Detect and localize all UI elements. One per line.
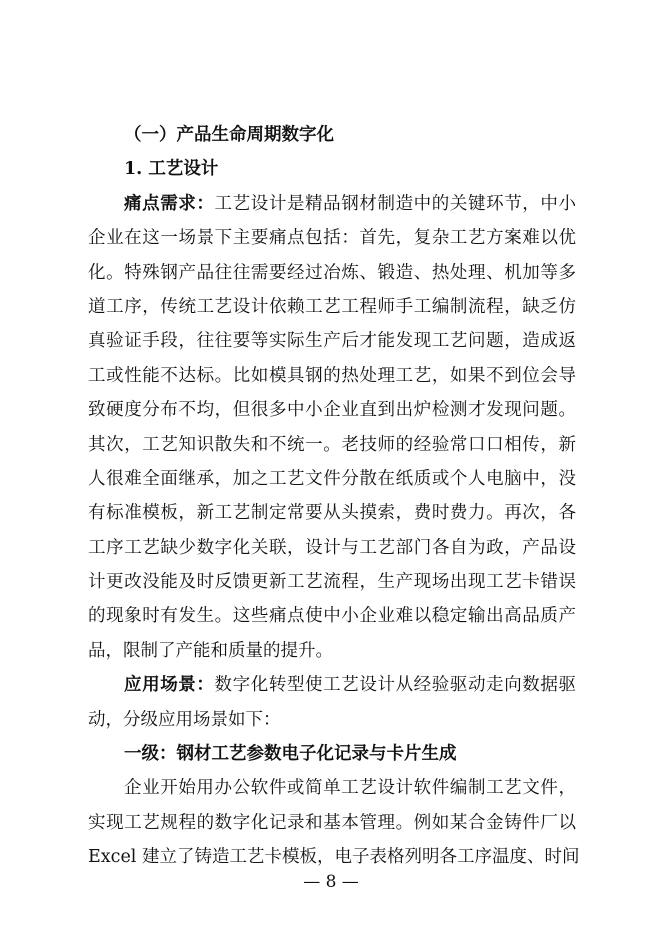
- paragraph-line: [88, 668, 576, 702]
- page-number: — 8 —: [303, 872, 359, 892]
- paragraph-text: 数字化转型使工艺设计从经验驱动走向数据驱: [214, 675, 577, 696]
- pain-points-label: 痛点需求：: [124, 193, 215, 214]
- paragraph-line: 品，限制了产能和质量的提升。: [88, 640, 333, 661]
- section-heading: （一）产品生命周期数字化: [124, 125, 334, 145]
- level-one-heading: 一级：钢材工艺参数电子化记录与卡片生成: [124, 744, 457, 765]
- paragraph-line: 企业在这一场景下主要痛点包括：首先，复杂工艺方案难以优: [88, 228, 576, 249]
- paragraph-line: 动，分级应用场景如下：: [88, 709, 281, 730]
- scenarios-label: 应用场景：: [124, 675, 215, 696]
- paragraph-line: 真验证手段，往往要等实际生产后才能发现工艺问题，造成返: [88, 331, 576, 352]
- paragraph-line: 有标准模板，新工艺制定常要从头摸索，费时费力。再次，各: [88, 503, 576, 524]
- paragraph-line: [88, 187, 576, 221]
- paragraph-text: 工艺设计是精品钢材制造中的关键环节，中小: [214, 193, 577, 214]
- paragraph-line: 工或性能不达标。比如模具钢的热处理工艺，如果不到位会导: [88, 365, 576, 386]
- paragraph-line: 致硬度分布不均，但很多中小企业直到出炉检测才发现问题。: [88, 400, 576, 421]
- paragraph-line: 实现工艺规程的数字化记录和基本管理。例如某合金铸件厂以: [88, 812, 576, 833]
- paragraph-line: 人很难全面继承，加之工艺文件分散在纸质或个人电脑中，没: [88, 468, 576, 489]
- paragraph-line: 工序工艺缺少数字化关联，设计与工艺部门各自为政，产品设: [88, 537, 576, 558]
- paragraph-line: 道工序，传统工艺设计依赖工艺工程师手工编制流程，缺乏仿: [88, 296, 576, 317]
- document-body: [88, 118, 580, 875]
- paragraph-line: 企业开始用办公软件或简单工艺设计软件编制工艺文件，: [124, 778, 576, 799]
- paragraph-line: 计更改没能及时反馈更新工艺流程，生产现场出现工艺卡错误: [88, 572, 576, 593]
- paragraph-line: 其次，工艺知识散失和不统一。老技师的经验常口口相传，新: [88, 434, 576, 455]
- subsection-heading: 1. 工艺设计: [124, 159, 219, 180]
- paragraph-line: 的现象时有发生。这些痛点使中小企业难以稳定输出高品质产: [88, 606, 576, 627]
- paragraph-line: 化。特殊钢产品往往需要经过冶炼、锻造、热处理、机加等多: [88, 262, 576, 283]
- paragraph-line: Excel 建立了铸造工艺卡模板，电子表格列明各工序温度、时间: [88, 847, 580, 868]
